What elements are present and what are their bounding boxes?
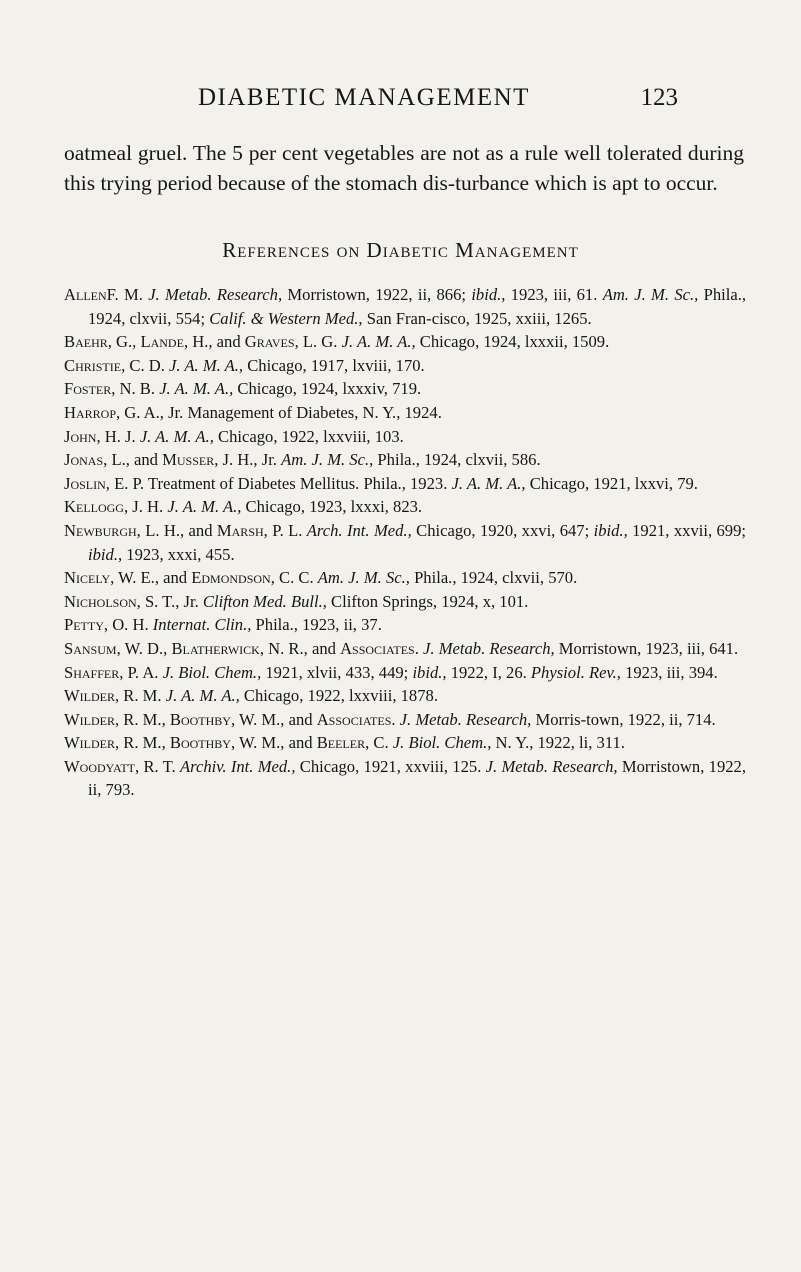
author-name: Wilder: [64, 709, 115, 729]
journal-title: J. A. M. A.,: [167, 497, 242, 517]
reference-entry: [64, 377, 746, 401]
citation-text: , W. M., and: [230, 733, 317, 753]
journal-title: J. Metab. Research,: [148, 285, 283, 304]
journal-title: Am. J. M. Sc.,: [602, 285, 699, 304]
citation-text: , P. A.: [119, 662, 163, 682]
author-name: Jonas: [64, 450, 104, 470]
citation-text: , N. B.: [111, 379, 160, 399]
citation-text: , C. C.: [270, 568, 318, 588]
author-name: Wilder: [64, 686, 115, 706]
journal-title: ibid.,: [593, 520, 628, 540]
citation-text: , W. M., and: [230, 709, 317, 729]
citation-text: 1923, xxxi, 455.: [122, 544, 235, 564]
citation-text: 1921, xxvii, 699;: [627, 520, 746, 540]
citation-text: Phila., 1924, clxvii, 554;: [88, 285, 747, 328]
author-name: Edmondson: [191, 568, 271, 588]
journal-title: ibid.,: [88, 544, 123, 564]
journal-title: Calif. & Western Med.,: [209, 308, 363, 328]
citation-text: Chicago, 1924, lxxxii, 1509.: [415, 332, 610, 352]
journal-title: J. A. M. A.,: [165, 686, 240, 706]
citation-text: Phila., 1924, clxvii, 586.: [373, 450, 541, 470]
journal-title: J. A. M. A.,: [451, 473, 526, 493]
citation-text: Phila., 1924, clxvii, 570.: [409, 568, 578, 588]
journal-title: J. A. M. A.,: [169, 355, 244, 375]
citation-text: , P. L.: [263, 520, 307, 540]
author-name: Christie: [64, 355, 122, 375]
section-heading: References on Diabetic Management: [222, 238, 579, 262]
author-name: Harrop: [64, 402, 116, 422]
citation-text: , H. J.: [96, 426, 140, 446]
intro-paragraph: oatmeal gruel. The 5 per cent vegetables are not as a rule well tolerated during this trying period because of the stomach dis-turbance which is apt to occur.: [64, 141, 744, 195]
citation-text: , H., and: [183, 332, 245, 352]
author-name: Graves: [244, 332, 295, 352]
citation-text: 1923, iii, 394.: [620, 662, 718, 682]
journal-title: J. A. M. A.,: [341, 332, 416, 352]
citation-text: Clifton Springs, 1924, x, 101.: [326, 591, 529, 611]
reference-entry: [64, 590, 746, 614]
citation-text: Chicago, 1923, lxxxi, 823.: [241, 497, 423, 517]
citation-text: , L. G.: [294, 332, 342, 352]
page-number: 123: [640, 84, 678, 111]
citation-text: Chicago, 1920, xxvi, 647;: [411, 520, 594, 540]
citation-text: Chicago, 1922, lxxviii, 103.: [213, 426, 404, 446]
citation-text: San Fran-cisco, 1925, xxiii, 1265.: [362, 308, 592, 328]
citation-text: Morristown, 1923, iii, 641.: [554, 638, 739, 658]
reference-entry: [64, 448, 746, 472]
reference-entry: [64, 613, 746, 637]
author-name: Beeler: [316, 733, 366, 753]
journal-title: J. Biol. Chem.,: [392, 733, 492, 753]
citation-text: , W. E., and: [110, 568, 192, 588]
citation-text: , E. P. Treatment of Diabetes Mellitus. Phila., 1923.: [105, 473, 452, 493]
citation-text: , S. T., Jr.: [136, 591, 203, 611]
author-name: Foster: [64, 379, 112, 399]
citation-text: , W. D.,: [116, 638, 172, 658]
journal-title: Arch. Int. Med.,: [306, 520, 412, 540]
citation-text: 1923, iii, 61.: [505, 285, 603, 304]
reference-entry: [64, 684, 746, 708]
journal-title: Physiol. Rev.,: [530, 662, 621, 682]
journal-title: J. Metab. Research,: [399, 709, 532, 729]
citation-text: , G.,: [107, 332, 141, 352]
citation-text: F. M.: [106, 285, 149, 304]
author-name: Musser: [162, 450, 215, 470]
reference-entry: [64, 637, 746, 661]
journal-title: J. Biol. Chem.,: [162, 662, 262, 682]
author-name: Allen: [64, 285, 107, 304]
reference-entry: [64, 731, 746, 755]
reference-entry: [64, 354, 746, 378]
citation-text: , L., and: [103, 450, 163, 470]
reference-entry: [64, 519, 746, 566]
citation-text: Morris-town, 1922, ii, 714.: [531, 709, 716, 729]
author-name: Wilder: [64, 733, 115, 753]
citation-text: , O. H.: [103, 615, 153, 635]
author-name: Boothby: [169, 709, 231, 729]
reference-entry: [64, 566, 746, 590]
author-name: Newburgh: [64, 520, 137, 540]
citation-text: , C. D.: [121, 355, 170, 375]
running-title: DIABETIC MANAGEMENT: [198, 84, 530, 111]
author-name: Lande: [140, 332, 184, 352]
author-name: Joslin: [64, 473, 106, 493]
citation-text: Morristown, 1922, ii, 793.: [88, 756, 746, 800]
reference-entry: [64, 330, 746, 354]
journal-title: ibid.,: [471, 285, 506, 304]
author-name: Baehr: [64, 332, 108, 352]
citation-text: .: [414, 638, 424, 658]
citation-text: 1921, xlvii, 433, 449;: [261, 662, 413, 682]
citation-text: , N. R., and: [259, 638, 341, 658]
citation-text: , J. H., Jr.: [214, 450, 282, 470]
author-name: John: [64, 426, 97, 446]
citation-text: , L. H., and: [136, 520, 217, 540]
author-name: Kellogg: [64, 497, 124, 517]
author-name: Associates: [316, 709, 392, 729]
reference-entry: [64, 495, 746, 519]
reference-entry: [64, 472, 746, 496]
author-name: Blatherwick: [171, 638, 260, 658]
reference-entry: [64, 425, 746, 449]
citation-text: .: [391, 709, 400, 729]
journal-title: J. Metab. Research,: [485, 756, 618, 776]
reference-entry: [64, 283, 746, 330]
journal-title: Internat. Clin.,: [152, 615, 252, 635]
reference-entry: [64, 401, 746, 425]
author-name: Nicholson: [64, 591, 137, 611]
citation-text: , R. M.,: [115, 709, 170, 729]
citation-text: Chicago, 1917, lxviii, 170.: [243, 355, 425, 375]
reference-list: [64, 283, 746, 802]
author-name: Woodyatt: [64, 756, 135, 776]
journal-title: J. A. M. A.,: [159, 379, 234, 399]
reference-entry: [64, 755, 746, 802]
citation-text: , G. A., Jr. Management of Diabetes, N. Y., 1924.: [116, 402, 442, 422]
author-name: Boothby: [169, 733, 231, 753]
citation-text: , R. M.: [115, 686, 166, 706]
citation-text: , J. H.: [123, 497, 168, 517]
citation-text: Chicago, 1921, xxviii, 125.: [295, 756, 486, 776]
reference-entry: [64, 708, 746, 732]
citation-text: Chicago, 1924, lxxxiv, 719.: [233, 379, 422, 399]
citation-text: Chicago, 1922, lxxviii, 1878.: [239, 686, 438, 706]
author-name: Sansum: [64, 638, 117, 658]
reference-entry: [64, 661, 746, 685]
journal-title: J. A. M. A.,: [139, 426, 214, 446]
author-name: Petty: [64, 615, 104, 635]
journal-title: Archiv. Int. Med.,: [180, 756, 296, 776]
author-name: Nicely: [64, 568, 111, 588]
journal-title: ibid.,: [412, 662, 447, 682]
journal-title: Clifton Med. Bull.,: [202, 591, 327, 611]
citation-text: , R. M.,: [115, 733, 170, 753]
journal-title: J. Metab. Research,: [423, 638, 555, 658]
author-name: Shaffer: [64, 662, 120, 682]
citation-text: N. Y., 1922, li, 311.: [491, 733, 625, 753]
citation-text: , R. T.: [135, 756, 180, 776]
citation-text: Morristown, 1922, ii, 866;: [282, 285, 472, 304]
author-name: Marsh: [216, 520, 264, 540]
citation-text: , C.: [365, 733, 393, 753]
journal-title: Am. J. M. Sc.,: [317, 568, 410, 588]
citation-text: Phila., 1923, ii, 37.: [251, 615, 382, 635]
citation-text: 1922, I, 26.: [446, 662, 531, 682]
author-name: Associates: [340, 638, 415, 658]
journal-title: Am. J. M. Sc.,: [281, 450, 374, 470]
citation-text: Chicago, 1921, lxxvi, 79.: [525, 473, 698, 493]
